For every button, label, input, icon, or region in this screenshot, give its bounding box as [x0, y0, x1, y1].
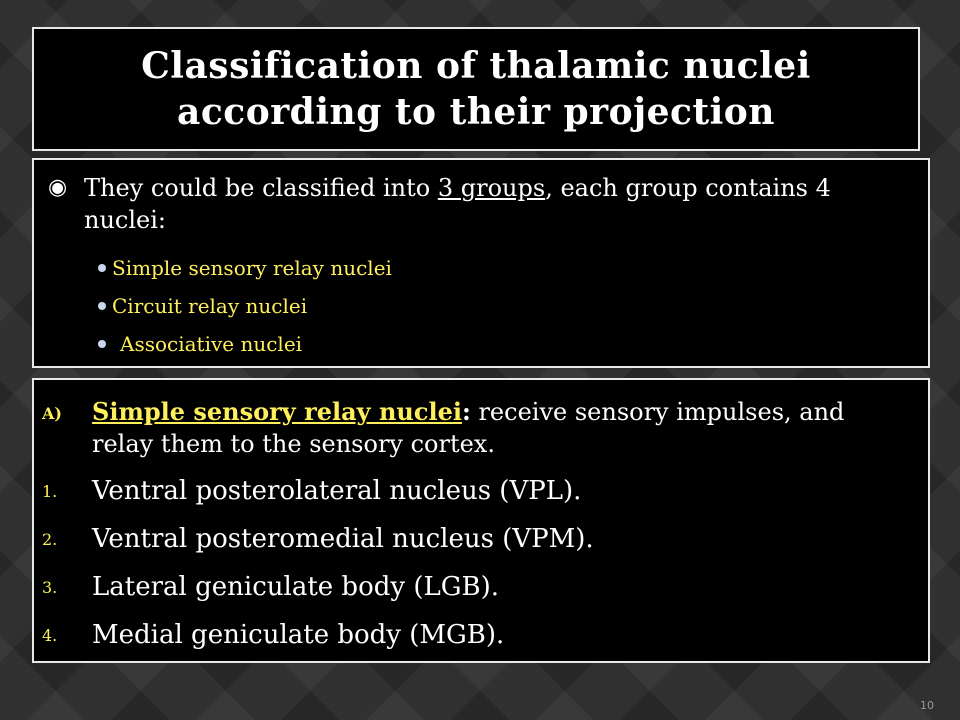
groups-box	[32, 158, 930, 368]
list-label-a: A)	[42, 404, 62, 423]
page-number: 10	[920, 699, 934, 712]
round-bullet-icon	[98, 340, 106, 348]
list-item	[42, 620, 505, 650]
bullet-text-pre: They could be classified into	[84, 174, 438, 202]
sub-item-label: Simple sensory relay nuclei	[112, 256, 392, 280]
sub-item-label: Circuit relay nuclei	[112, 294, 308, 318]
list-number: 3.	[42, 578, 58, 597]
sub-item-label: Associative nuclei	[120, 332, 303, 356]
list-item-text: Medial geniculate body (MGB).	[92, 620, 505, 650]
sub-item-associative	[112, 332, 302, 356]
simple-sensory-box	[32, 378, 930, 663]
title-line-1: Classification of thalamic nuclei	[141, 45, 811, 87]
term-heading: Simple sensory relay nuclei	[92, 397, 462, 426]
sub-item-simple-sensory	[112, 256, 392, 280]
list-number: 4.	[42, 626, 58, 645]
list-item	[42, 572, 500, 602]
slide-title	[141, 43, 811, 135]
bullet-text-underlined: 3 groups	[437, 174, 546, 202]
title-line-2: according to their projection	[177, 91, 775, 133]
list-number: 1.	[42, 482, 58, 501]
list-item	[42, 524, 594, 554]
list-number: 2.	[42, 530, 58, 549]
list-item-text: Lateral geniculate body (LGB).	[92, 572, 500, 602]
title-box	[32, 27, 920, 151]
round-bullet-icon	[98, 264, 106, 272]
list-item-text: Ventral posteromedial nucleus (VPM).	[92, 524, 594, 554]
term-description: receive sensory impulses, and relay them to the sensory cortex.	[92, 398, 845, 458]
target-bullet-icon: ◉	[48, 175, 68, 200]
bullet-text-post: , each group contains 4 nuclei:	[84, 174, 831, 234]
simple-sensory-definition	[42, 396, 882, 460]
sub-item-circuit-relay	[112, 294, 307, 318]
term-colon: :	[461, 397, 471, 426]
list-item-text: Ventral posterolateral nucleus (VPL).	[92, 476, 582, 506]
round-bullet-icon	[98, 302, 106, 310]
groups-bullet	[48, 172, 844, 236]
list-item	[42, 476, 582, 506]
